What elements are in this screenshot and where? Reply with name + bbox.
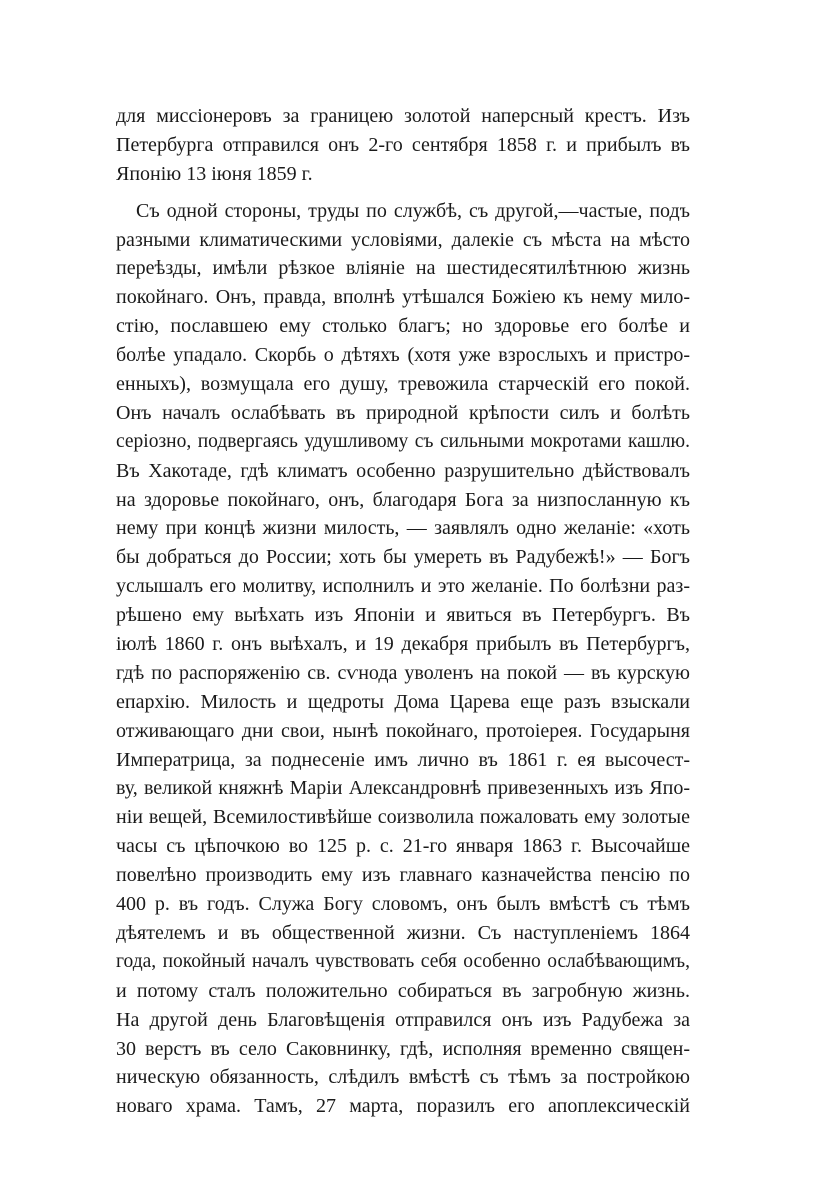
body-text — [116, 102, 690, 1121]
text-line: Онъ началъ ослабѣвать въ природной крѣпости силъ и болѣть — [116, 401, 690, 424]
text-line: дѣятелемъ и въ общественной жизни. Съ наступленіемъ 1864 — [116, 921, 690, 944]
text-line: ническую обязанность, слѣдилъ вмѣстѣ съ тѣмъ за постройкою — [116, 1066, 690, 1089]
text-line: ву, великой княжнѣ Маріи Александровнѣ привезенныхъ изъ Япо- — [116, 777, 690, 800]
text-line: Петербурга отправился онъ 2-го сентября 1858 г. и прибылъ въ — [116, 133, 690, 156]
text-line: переѣзды, имѣли рѣзкое вліяніе на шестидесятилѣтнюю жизнь — [116, 257, 690, 280]
text-line: нему при концѣ жизни милость, — заявлялъ одно желаніе: «хоть — [116, 517, 690, 540]
text-line: и потому сталъ положительно собираться въ загробную жизнь. — [116, 979, 690, 1002]
text-line: Японію 13 іюня 1859 г. — [116, 162, 313, 185]
text-line: повелѣно производить ему изъ главнаго казначейства пенсію по — [116, 864, 690, 887]
text-line: Съ одной стороны, труды по службѣ, съ другой,—частые, подъ — [136, 199, 690, 222]
text-line: рѣшено ему выѣхать изъ Японіи и явиться въ Петербургъ. Въ — [116, 604, 690, 627]
text-line: Императрица, за поднесеніе имъ лично въ 1861 г. ея высочест- — [116, 748, 690, 771]
text-line: На другой день Благовѣщенія отправился онъ изъ Радубежа за — [116, 1008, 690, 1031]
text-line: покойнаго. Онъ, правда, вполнѣ утѣшался Божіею къ нему мило- — [116, 286, 690, 309]
paragraph-gap — [116, 189, 690, 197]
text-line: болѣе упадало. Скорбь о дѣтяхъ (хотя уже взрослыхъ и пристро- — [116, 344, 690, 367]
text-line: Въ Хакотаде, гдѣ климатъ особенно разрушительно дѣйствовалъ — [116, 459, 690, 482]
text-line: епархію. Милость и щедроты Дома Царева еще разъ взыскали — [116, 690, 690, 713]
text-line: услышалъ его молитву, исполнилъ и это желаніе. По болѣзни раз- — [116, 575, 690, 598]
text-line: 30 верстъ въ село Саковнинку, гдѣ, исполняя временно священ- — [116, 1037, 690, 1060]
text-line: разными климатическими условіями, далекіе съ мѣста на мѣсто — [116, 228, 690, 251]
text-line: года, покойный началъ чувствовать себя особенно ослабѣвающимъ, — [116, 950, 690, 972]
text-line: іюлѣ 1860 г. онъ выѣхалъ, и 19 декабря прибылъ въ Петербургъ, — [116, 633, 690, 656]
text-line: часы съ цѣпочкою во 125 р. с. 21-го января 1863 г. Высочайше — [116, 835, 690, 858]
text-line: стію, пославшею ему столько благъ; но здоровье его болѣе и — [116, 315, 690, 338]
text-line: ніи вещей, Всемилостивѣйше соизволила пожаловать ему золотые — [116, 806, 690, 829]
text-line: на здоровье покойнаго, онъ, благодаря Бога за низпосланную къ — [116, 488, 690, 511]
text-line: гдѣ по распоряженію св. сѵнода уволенъ на покой — въ курскую — [116, 661, 690, 684]
text-line: новаго храма. Тамъ, 27 марта, поразилъ его апоплексическій — [116, 1095, 690, 1118]
text-line: енныхъ), возмущала его душу, тревожила старческій его покой. — [116, 373, 690, 396]
text-line: отживающаго дни свои, нынѣ покойнаго, протоіерея. Государыня — [116, 719, 690, 742]
text-line: бы добраться до России; хоть бы умереть въ Радубежѣ!» — Богъ — [116, 546, 690, 569]
text-line: для миссіонеровъ за границею золотой наперсный крестъ. Изъ — [116, 105, 690, 127]
text-line: серіозно, подвергаясь удушливому съ сильными мокротами кашлю. — [116, 430, 690, 452]
text-line: 400 р. въ годъ. Служа Богу словомъ, онъ былъ вмѣстѣ съ тѣмъ — [116, 893, 690, 916]
